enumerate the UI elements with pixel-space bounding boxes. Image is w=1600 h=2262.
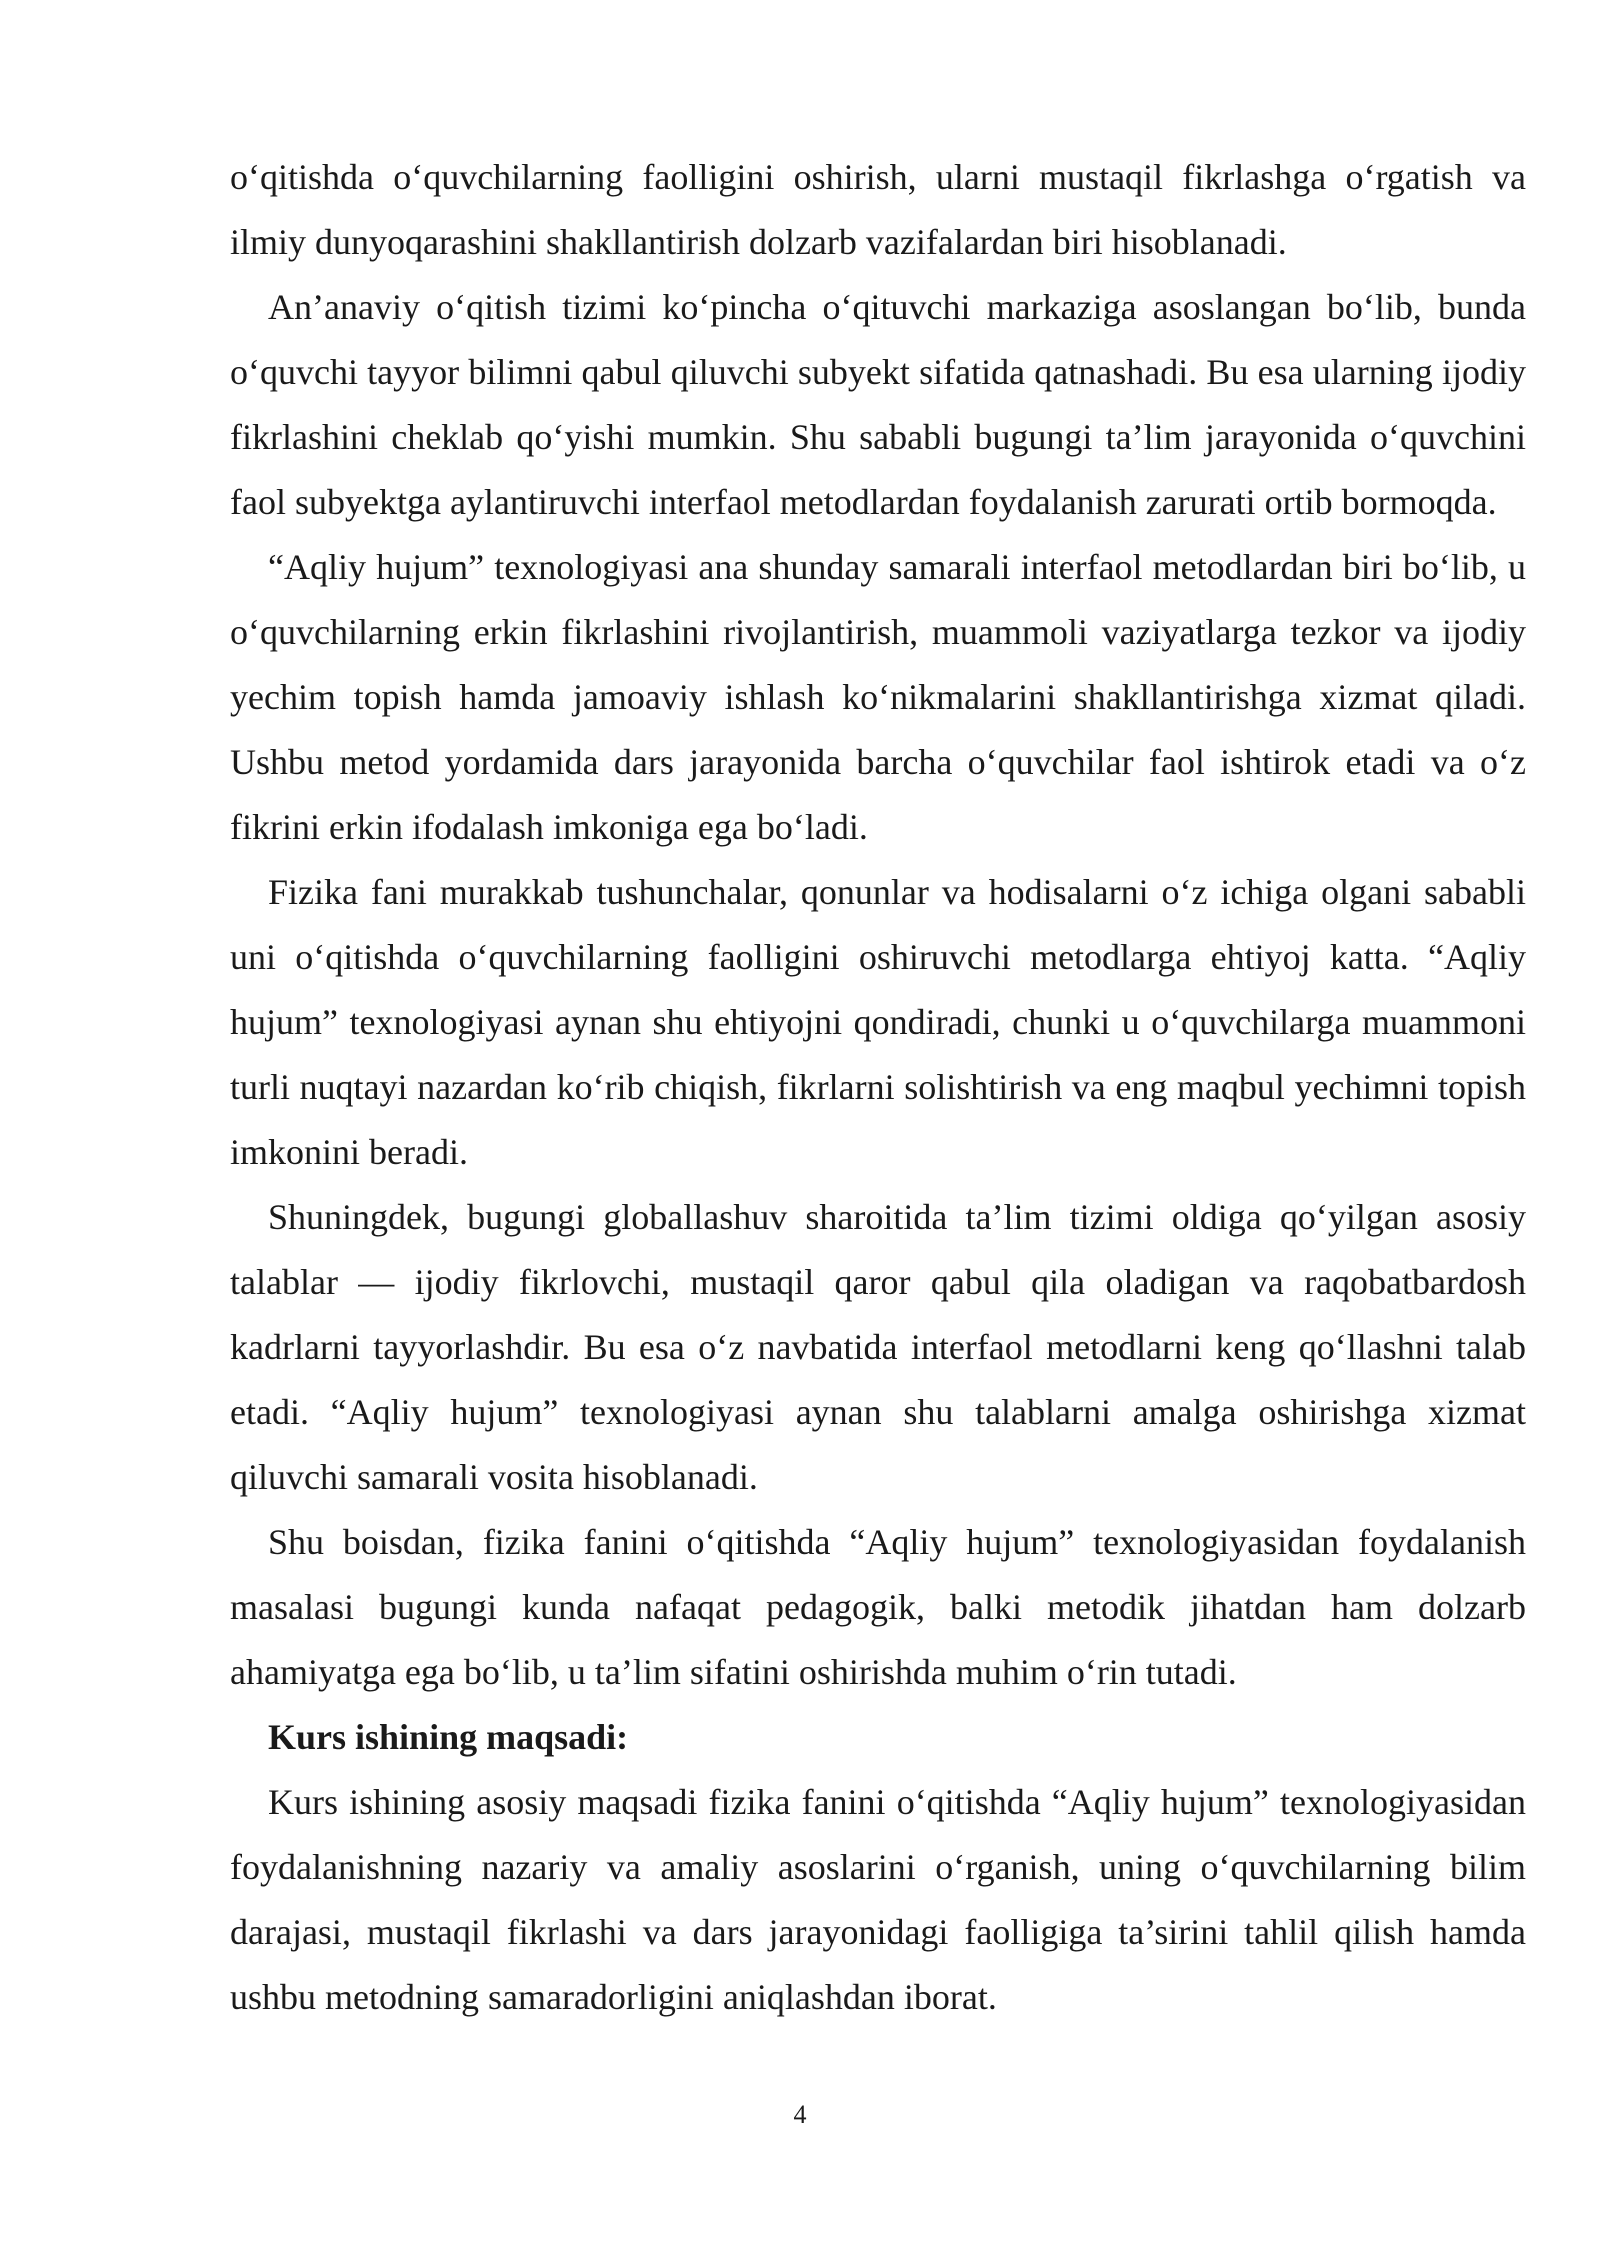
paragraph-course-goal: Kurs ishining asosiy maqsadi fizika fanini o‘qitishda “Aqliy hujum” texnologiyasidan foydalanishning nazariy va amaliy asoslarini o‘rganish, uning o‘quvchilarning bilim darajasi, mustaqil fikrlashi va dars jarayonidagi faolligiga ta’sirini tahlil qilish hamda ushbu metodning samaradorligini aniqlashdan iborat. (230, 1782, 1526, 2017)
page-number: 4 (793, 2100, 807, 2129)
paragraph-globalization: Shuningdek, bugungi globallashuv sharoitida ta’lim tizimi oldiga qo‘yilgan asosiy talablar — ijodiy fikrlovchi, mustaqil qaror qabul qila oladigan va raqobatbardosh kadrlarni tayyorlashdir. Bu esa o‘z navbatida interfaol metodlarni keng qo‘llashni talab etadi. “Aqliy hujum” texnologiyasi aynan shu talablarni amalga oshirishga xizmat qiluvchi samarali vosita hisoblanadi. (230, 1197, 1526, 1497)
paragraph-brainstorm-method: “Aqliy hujum” texnologiyasi ana shunday samarali interfaol metodlardan biri bo‘lib, u o‘quvchilarning erkin fikrlashini rivojlantirish, muammoli vaziyatlarga tezkor va ijodiy yechim topish hamda jamoaviy ishlash ko‘nikmalarini shakllantirishga xizmat qiladi. Ushbu metod yordamida dars jarayonida barcha o‘quvchilar faol ishtirok etadi va o‘z fikrini erkin ifodalash imkoniga ega bo‘ladi. (230, 547, 1526, 847)
paragraph-traditional-teaching: An’anaviy o‘qitish tizimi ko‘pincha o‘qituvchi markaziga asoslangan bo‘lib, bunda o‘quvchi tayyor bilimni qabul qiluvchi subyekt sifatida qatnashadi. Bu esa ularning ijodiy fikrlashini cheklab qo‘yishi mumkin. Shu sababli bugungi ta’lim jarayonida o‘quvchini faol subyektga aylantiruvchi interfaol metodlardan foydalanish zarurati ortib bormoqda. (230, 287, 1526, 522)
paragraph-physics-subject: Fizika fani murakkab tushunchalar, qonunlar va hodisalarni o‘z ichiga olgani sababli uni o‘qitishda o‘quvchilarning faolligini oshiruvchi metodlarga ehtiyoj katta. “Aqliy hujum” texnologiyasi aynan shu ehtiyojni qondiradi, chunki u o‘quvchilarga muammoni turli nuqtayi nazardan ko‘rib chiqish, fikrlarni solishtirish va eng maqbul yechimni topish imkonini beradi. (230, 872, 1526, 1172)
paragraph-relevance: Shu boisdan, fizika fanini o‘qitishda “Aqliy hujum” texnologiyasidan foydalanish masalasi bugungi kunda nafaqat pedagogik, balki metodik jihatdan ham dolzarb ahamiyatga ega bo‘lib, u ta’lim sifatini oshirishda muhim o‘rin tutadi. (230, 1522, 1526, 1692)
section-heading-goal: Kurs ishining maqsadi: (268, 1717, 629, 1757)
page-body (230, 145, 1526, 2030)
paragraph-continuation: o‘qitishda o‘quvchilarning faolligini oshirish, ularni mustaqil fikrlashga o‘rgatish va ilmiy dunyoqarashini shakllantirish dolzarb vazifalardan biri hisoblanadi. (230, 157, 1526, 262)
